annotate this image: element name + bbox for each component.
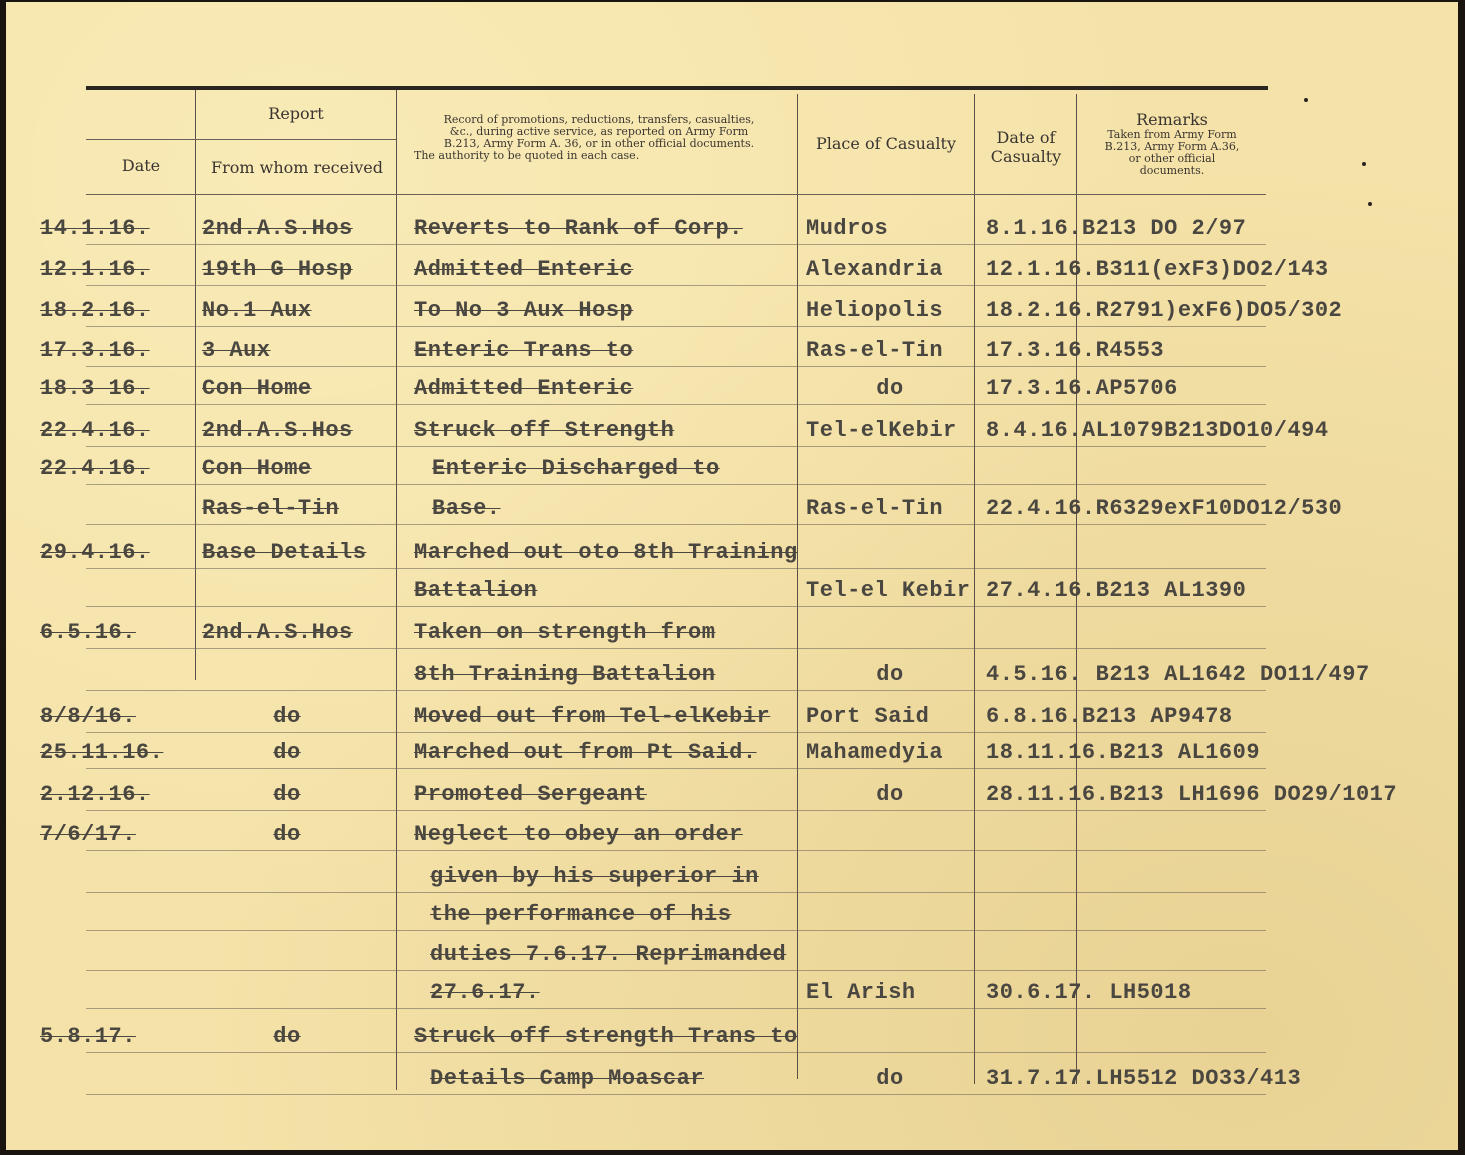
cell-date: 7/6/17. bbox=[40, 822, 136, 847]
margin-mark bbox=[1362, 162, 1366, 166]
cell-remarks: 17.3.16.R4553 bbox=[986, 338, 1165, 363]
cell-date: 2.12.16. bbox=[40, 782, 150, 807]
cell-remarks: 17.3.16.AP5706 bbox=[986, 376, 1178, 401]
cell-record: the performance of his bbox=[430, 902, 732, 927]
col-divider-from bbox=[396, 90, 397, 1090]
cell-remarks: 4.5.16. B213 AL1642 DO11/497 bbox=[986, 662, 1370, 687]
row-rule bbox=[86, 892, 1266, 893]
cell-date: 25.11.16. bbox=[40, 740, 164, 765]
header-report: Report bbox=[268, 104, 324, 123]
cell-remarks: 12.1.16.B311(exF3)DO2/143 bbox=[986, 257, 1329, 282]
cell-record: given by his superior in bbox=[430, 864, 759, 889]
cell-from: Con Home bbox=[202, 376, 312, 401]
row-rule bbox=[86, 850, 1266, 851]
cell-remarks: 30.6.17. LH5018 bbox=[986, 980, 1192, 1005]
cell-from: 2nd.A.S.Hos bbox=[202, 620, 353, 645]
cell-record: Marched out oto 8th Training bbox=[414, 540, 798, 565]
cell-remarks: 27.4.16.B213 AL1390 bbox=[986, 578, 1247, 603]
cell-place: Tel-el Kebir bbox=[806, 578, 971, 603]
cell-from: do bbox=[273, 822, 301, 847]
cell-from: 2nd.A.S.Hos bbox=[202, 418, 353, 443]
cell-remarks: 31.7.17.LH5512 DO33/413 bbox=[986, 1066, 1302, 1091]
cell-record: Marched out from Pt Said. bbox=[414, 740, 757, 765]
top-rule bbox=[86, 86, 1268, 90]
cell-place: do bbox=[876, 376, 904, 401]
header-date-cas: Date of bbox=[996, 128, 1056, 147]
cell-place: do bbox=[876, 782, 904, 807]
row-rule bbox=[86, 285, 1266, 286]
row-rule bbox=[86, 606, 1266, 607]
header-date-cas-block bbox=[976, 128, 1076, 166]
header-remarks-sub: or other official bbox=[1128, 152, 1216, 165]
row-rule bbox=[86, 970, 1266, 971]
cell-remarks: 6.8.16.B213 AP9478 bbox=[986, 704, 1233, 729]
cell-record: Struck off strength Trans to bbox=[414, 1024, 798, 1049]
row-rule bbox=[86, 446, 1266, 447]
cell-date: 8/8/16. bbox=[40, 704, 136, 729]
cell-remarks: 28.11.16.B213 LH1696 DO29/1017 bbox=[986, 782, 1398, 807]
row-rule bbox=[86, 1008, 1266, 1009]
row-rule bbox=[86, 404, 1266, 405]
cell-date: 17.3.16. bbox=[40, 338, 150, 363]
header-remarks-sub: Taken from Army Form bbox=[1107, 128, 1237, 141]
cell-date: 22.4.16. bbox=[40, 456, 150, 481]
margin-mark bbox=[1304, 98, 1308, 102]
header-record-line: B.213, Army Form A. 36, or in other official documents. bbox=[443, 137, 755, 150]
cell-place: Mahamedyia bbox=[806, 740, 944, 765]
cell-record: Struck off Strength bbox=[414, 418, 675, 443]
row-rule bbox=[86, 1052, 1266, 1053]
service-record-sheet bbox=[6, 2, 1458, 1150]
cell-place: do bbox=[876, 1066, 904, 1091]
row-rule bbox=[86, 768, 1266, 769]
cell-place: Port Said bbox=[806, 704, 930, 729]
cell-record: Promoted Sergeant bbox=[414, 782, 647, 807]
cell-date: 5.8.17. bbox=[40, 1024, 136, 1049]
row-rule bbox=[86, 648, 1266, 649]
cell-remarks: 8.1.16.B213 DO 2/97 bbox=[986, 216, 1247, 241]
cell-record: Enteric Discharged to bbox=[432, 456, 720, 481]
header-remarks-sub: documents. bbox=[1139, 164, 1205, 177]
header-remarks: Remarks bbox=[1136, 110, 1208, 129]
header-bottom-rule bbox=[86, 194, 1266, 195]
cell-record: duties 7.6.17. Reprimanded bbox=[430, 942, 787, 967]
header-remarks-sub: B.213, Army Form A.36, bbox=[1104, 140, 1240, 153]
row-rule bbox=[86, 366, 1266, 367]
header-sub-rule bbox=[86, 139, 396, 140]
header-from-whom: From whom received bbox=[211, 158, 383, 177]
cell-record: Moved out from Tel-elKebir bbox=[414, 704, 771, 729]
row-rule bbox=[86, 484, 1266, 485]
cell-record: Details Camp Moascar bbox=[430, 1066, 705, 1091]
row-rule bbox=[86, 732, 1266, 733]
cell-from: Con Home bbox=[202, 456, 312, 481]
cell-date: 14.1.16. bbox=[40, 216, 150, 241]
header-date-cas: Casualty bbox=[990, 147, 1062, 166]
col-divider-place bbox=[974, 94, 975, 1084]
cell-from: Ras-el-Tin bbox=[202, 496, 340, 521]
row-rule bbox=[86, 1094, 1266, 1095]
cell-record: Enteric Trans to bbox=[414, 338, 634, 363]
cell-place: El Arish bbox=[806, 980, 916, 1005]
row-rule bbox=[86, 524, 1266, 525]
margin-mark bbox=[1368, 202, 1372, 206]
header-record-line: &c., during active service, as reported on Army Form bbox=[449, 125, 749, 138]
cell-from: 19th G Hosp bbox=[202, 257, 353, 282]
header-remarks-block bbox=[1078, 110, 1266, 177]
cell-place: do bbox=[876, 662, 904, 687]
header-record-line: Record of promotions, reductions, transfers, casualties, bbox=[443, 113, 755, 126]
cell-date: 12.1.16. bbox=[40, 257, 150, 282]
cell-remarks: 22.4.16.R6329exF10DO12/530 bbox=[986, 496, 1343, 521]
cell-place: Ras-el-Tin bbox=[806, 338, 944, 363]
header-place: Place of Casualty bbox=[816, 134, 956, 153]
cell-record: Taken on strength from bbox=[414, 620, 716, 645]
cell-from: 3 Aux bbox=[202, 338, 271, 363]
cell-from: No.1 Aux bbox=[202, 298, 312, 323]
cell-record: Admitted Enteric bbox=[414, 257, 634, 282]
cell-record: To No 3 Aux Hosp bbox=[414, 298, 634, 323]
cell-from: do bbox=[273, 704, 301, 729]
cell-record: Neglect to obey an order bbox=[414, 822, 743, 847]
cell-remarks: 8.4.16.AL1079B213DO10/494 bbox=[986, 418, 1329, 443]
cell-place: Tel-elKebir bbox=[806, 418, 957, 443]
cell-date: 18.3 16. bbox=[40, 376, 150, 401]
cell-from: Base Details bbox=[202, 540, 367, 565]
cell-record: Battalion bbox=[414, 578, 538, 603]
cell-date: 6.5.16. bbox=[40, 620, 136, 645]
row-rule bbox=[86, 568, 1266, 569]
row-rule bbox=[86, 690, 1266, 691]
cell-place: Alexandria bbox=[806, 257, 944, 282]
row-rule bbox=[86, 810, 1266, 811]
cell-record: 8th Training Battalion bbox=[414, 662, 716, 687]
cell-from: 2nd.A.S.Hos bbox=[202, 216, 353, 241]
cell-remarks: 18.2.16.R2791)exF6)DO5/302 bbox=[986, 298, 1343, 323]
cell-record: Base. bbox=[432, 496, 501, 521]
cell-date: 18.2.16. bbox=[40, 298, 150, 323]
cell-from: do bbox=[273, 1024, 301, 1049]
cell-place: Ras-el-Tin bbox=[806, 496, 944, 521]
cell-place: Heliopolis bbox=[806, 298, 944, 323]
cell-date: 22.4.16. bbox=[40, 418, 150, 443]
cell-remarks: 18.11.16.B213 AL1609 bbox=[986, 740, 1261, 765]
cell-date: 29.4.16. bbox=[40, 540, 150, 565]
header-record-line: The authority to be quoted in each case. bbox=[414, 149, 640, 162]
cell-from: do bbox=[273, 740, 301, 765]
row-rule bbox=[86, 326, 1266, 327]
row-rule bbox=[86, 930, 1266, 931]
cell-record: Reverts to Rank of Corp. bbox=[414, 216, 743, 241]
cell-from: do bbox=[273, 782, 301, 807]
cell-place: Mudros bbox=[806, 216, 889, 241]
cell-record: 27.6.17. bbox=[430, 980, 540, 1005]
header-date: Date bbox=[121, 156, 161, 175]
cell-record: Admitted Enteric bbox=[414, 376, 634, 401]
header-record-block bbox=[406, 114, 792, 162]
row-rule bbox=[86, 244, 1266, 245]
